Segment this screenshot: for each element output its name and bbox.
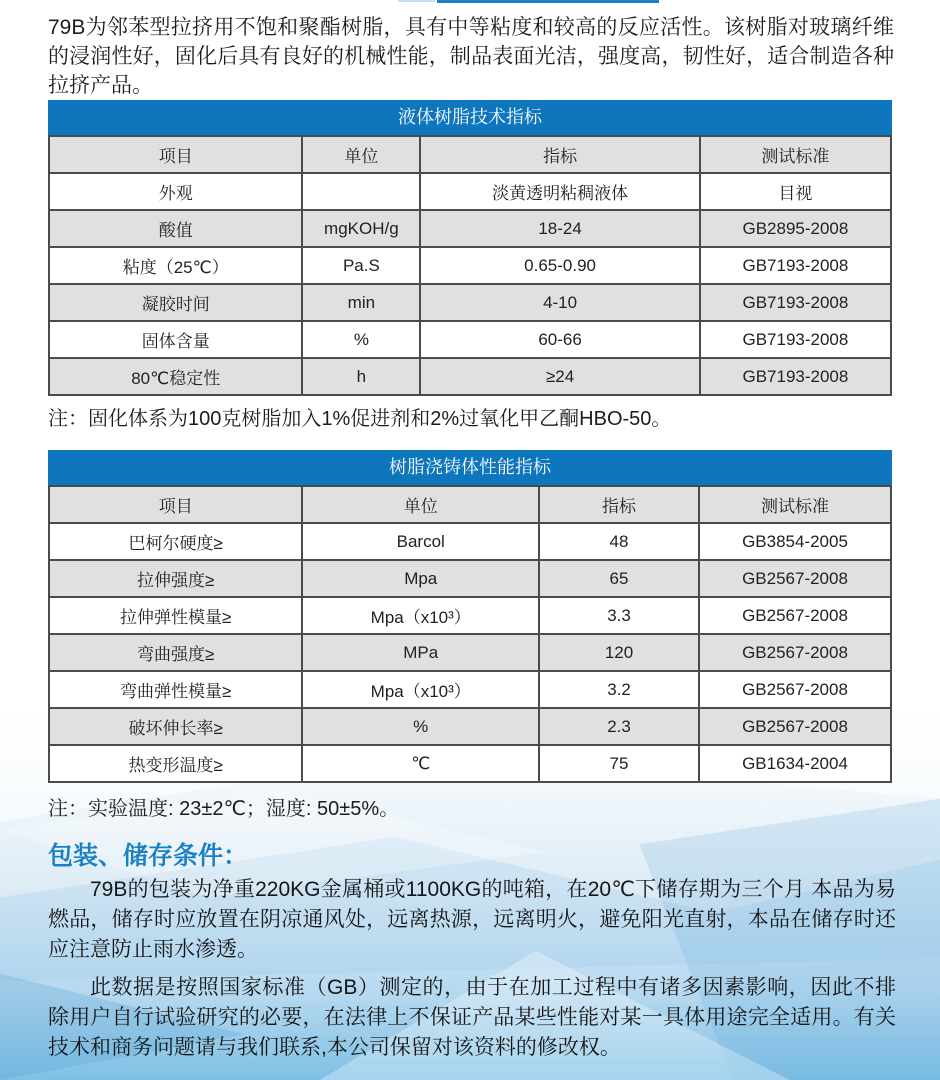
top-crop-fragment (398, 0, 435, 2)
table-cell: % (302, 708, 539, 745)
column-header: 指标 (539, 486, 699, 523)
table-cell: 2.3 (539, 708, 699, 745)
table-row (49, 634, 891, 671)
table-cell: ≥24 (420, 358, 700, 395)
table-cell: 目视 (700, 173, 891, 210)
table-cell: GB7193-2008 (700, 358, 891, 395)
table-cell: GB2895-2008 (700, 210, 891, 247)
table-row (49, 173, 891, 210)
table-cell: 粘度（25℃） (49, 247, 302, 284)
table-cell: Barcol (302, 523, 539, 560)
table-cell: MPa (302, 634, 539, 671)
table-row (49, 560, 891, 597)
table-cell: GB2567-2008 (699, 671, 891, 708)
table-cell: 淡黄透明粘稠液体 (420, 173, 700, 210)
table-cell (302, 173, 420, 210)
storage-paragraph: 79B的包装为净重220KG金属桶或1100KG的吨箱，在20℃下储存期为三个月 本品为易燃品，储存时应放置在阴凉通风处，远离热源，远离明火，避免阳光直射，本品在储存时还应注意防止雨水渗透。 (48, 878, 896, 961)
liquid-resin-table (48, 135, 892, 396)
table-cell: 60-66 (420, 321, 700, 358)
table-cell: 热变形温度≥ (49, 745, 302, 782)
table-title: 液体树脂技术指标 (48, 100, 892, 135)
table-row (49, 745, 891, 782)
table-cell: 凝胶时间 (49, 284, 302, 321)
table-header-row (49, 136, 891, 173)
table-cell: 120 (539, 634, 699, 671)
table-cell: 巴柯尔硬度≥ (49, 523, 302, 560)
table-cell: GB2567-2008 (699, 708, 891, 745)
table-cell: GB2567-2008 (699, 597, 891, 634)
table-cell: 48 (539, 523, 699, 560)
casting-body-table (48, 485, 892, 783)
table-cell: GB2567-2008 (699, 634, 891, 671)
table-row (49, 523, 891, 560)
table-row (49, 597, 891, 634)
table-cell: Mpa (302, 560, 539, 597)
table-note: 注：固化体系为100克树脂加入1%促进剂和2%过氧化甲乙酮HBO-50。 (48, 408, 672, 430)
intro-paragraph: 79B为邻苯型拉挤用不饱和聚酯树脂，具有中等粘度和较高的反应活性。该树脂对玻璃纤维的浸润性好，固化后具有良好的机械性能，制品表面光洁，强度高，韧性好，适合制造各种拉挤产品。 (48, 16, 894, 97)
casting-body-table-section (48, 450, 892, 783)
table-cell: 外观 (49, 173, 302, 210)
table-row (49, 321, 891, 358)
storage-section-heading: 包装、储存条件： (48, 842, 249, 870)
column-header: 测试标准 (699, 486, 891, 523)
column-header: 项目 (49, 136, 302, 173)
table-cell: 酸值 (49, 210, 302, 247)
table-row (49, 671, 891, 708)
table-row (49, 708, 891, 745)
table-cell: GB2567-2008 (699, 560, 891, 597)
top-crop-fragment (437, 0, 659, 3)
table-cell: min (302, 284, 420, 321)
table-cell: GB1634-2004 (699, 745, 891, 782)
table-note: 注：实验温度: 23±2℃；湿度: 50±5%。 (48, 798, 400, 820)
table-cell: 18-24 (420, 210, 700, 247)
table-row (49, 284, 891, 321)
table-row (49, 247, 891, 284)
table-cell: 80℃稳定性 (49, 358, 302, 395)
column-header: 项目 (49, 486, 302, 523)
table-cell: Mpa（x10³） (302, 671, 539, 708)
table-cell: GB7193-2008 (700, 284, 891, 321)
liquid-resin-table-section (48, 100, 892, 396)
table-header-row (49, 486, 891, 523)
table-cell: 拉伸强度≥ (49, 560, 302, 597)
table-cell: Pa.S (302, 247, 420, 284)
disclaimer-paragraph: 此数据是按照国家标准（GB）测定的，由于在加工过程中有诸多因素影响，因此不排除用户自行试验研究的必要，在法律上不保证产品某些性能对某一具体用途完全适用。有关技术和商务问题请与我们联系,本公司保留对该资料的修改权。 (48, 976, 896, 1059)
table-cell: 弯曲弹性模量≥ (49, 671, 302, 708)
table-cell: mgKOH/g (302, 210, 420, 247)
column-header: 单位 (302, 486, 539, 523)
table-cell: 4-10 (420, 284, 700, 321)
table-cell: 75 (539, 745, 699, 782)
table-cell: 破坏伸长率≥ (49, 708, 302, 745)
table-cell: 固体含量 (49, 321, 302, 358)
table-cell: 弯曲强度≥ (49, 634, 302, 671)
column-header: 指标 (420, 136, 700, 173)
column-header: 单位 (302, 136, 420, 173)
table-title: 树脂浇铸体性能指标 (48, 450, 892, 485)
table-cell: 65 (539, 560, 699, 597)
table-cell: % (302, 321, 420, 358)
table-cell: 3.2 (539, 671, 699, 708)
table-cell: GB3854-2005 (699, 523, 891, 560)
column-header: 测试标准 (700, 136, 891, 173)
table-cell: ℃ (302, 745, 539, 782)
table-cell: GB7193-2008 (700, 247, 891, 284)
table-cell: 0.65-0.90 (420, 247, 700, 284)
table-cell: 3.3 (539, 597, 699, 634)
table-row (49, 210, 891, 247)
table-cell: h (302, 358, 420, 395)
table-cell: GB7193-2008 (700, 321, 891, 358)
table-cell: 拉伸弹性模量≥ (49, 597, 302, 634)
table-row (49, 358, 891, 395)
table-cell: Mpa（x10³） (302, 597, 539, 634)
